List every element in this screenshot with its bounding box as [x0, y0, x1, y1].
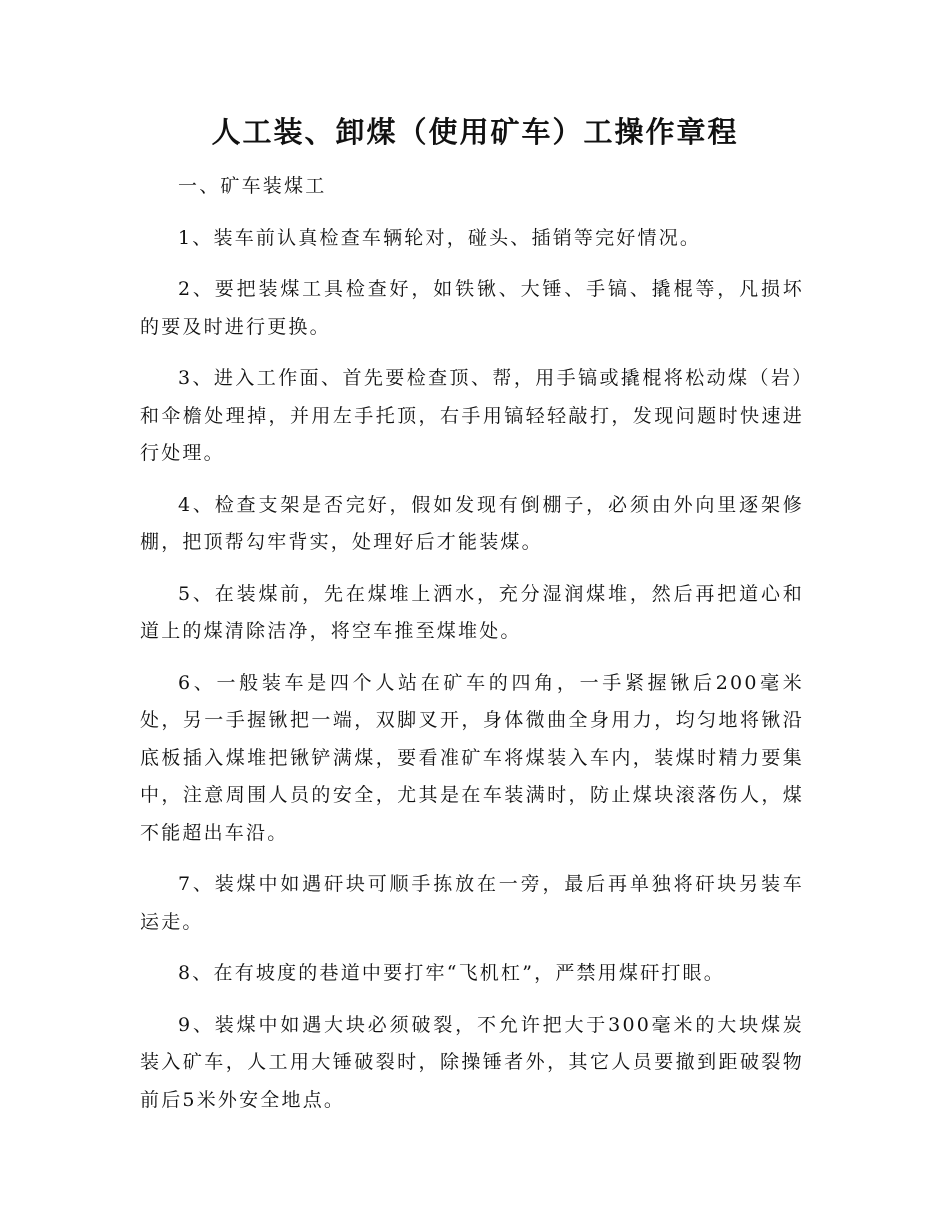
document-body	[140, 168, 804, 1133]
paragraph-8: 8、在有坡度的巷道中要打牢“飞机杠”，严禁用煤矸打眼。	[178, 962, 725, 984]
paragraph-6: 6、一般装车是四个人站在矿车的四角，一手紧握锹后200毫米处，另一手握锹把一端，双脚叉开，身体微曲全身用力，均匀地将锹沿底板插入煤堆把锹铲满煤，要看准矿车将煤装入车内，装煤时精力要集中，注意周围人员的安全，尤其是在车装满时，防止煤块滚落伤人，煤不能超出车沿。	[140, 671, 804, 844]
paragraph-2: 2、要把装煤工具检查好，如铁锹、大锤、手镐、撬棍等，凡损坏的要及时进行更换。	[140, 278, 804, 338]
paragraph-9: 9、装煤中如遇大块必须破裂，不允许把大于300毫米的大块煤炭装入矿车，人工用大锤破裂时，除操锤者外，其它人员要撤到距破裂物前后5米外安全地点。	[140, 1013, 804, 1111]
paragraph-1: 1、装车前认真检查车辆轮对，碰头、插销等完好情况。	[178, 226, 702, 249]
section-heading: 一、矿车装煤工	[178, 175, 327, 197]
paragraph-4: 4、检查支架是否完好，假如发现有倒棚子，必须由外向里逐架修棚，把顶帮勾牢背实，处理好后才能装煤。	[140, 493, 804, 553]
paragraph-5: 5、在装煤前，先在煤堆上洒水，充分湿润煤堆，然后再把道心和道上的煤清除洁净，将空车推至煤堆处。	[140, 582, 804, 642]
document-title: 人工装、卸煤（使用矿车）工操作章程	[211, 115, 739, 149]
paragraph-3: 3、进入工作面、首先要检查顶、帮，用手镐或撬棍将松动煤（岩）和伞檐处理掉，并用左手托顶，右手用镐轻轻敲打，发现问题时快速进行处理。	[140, 367, 804, 464]
paragraph-7: 7、装煤中如遇矸块可顺手拣放在一旁，最后再单独将矸块另装车运走。	[140, 873, 804, 933]
